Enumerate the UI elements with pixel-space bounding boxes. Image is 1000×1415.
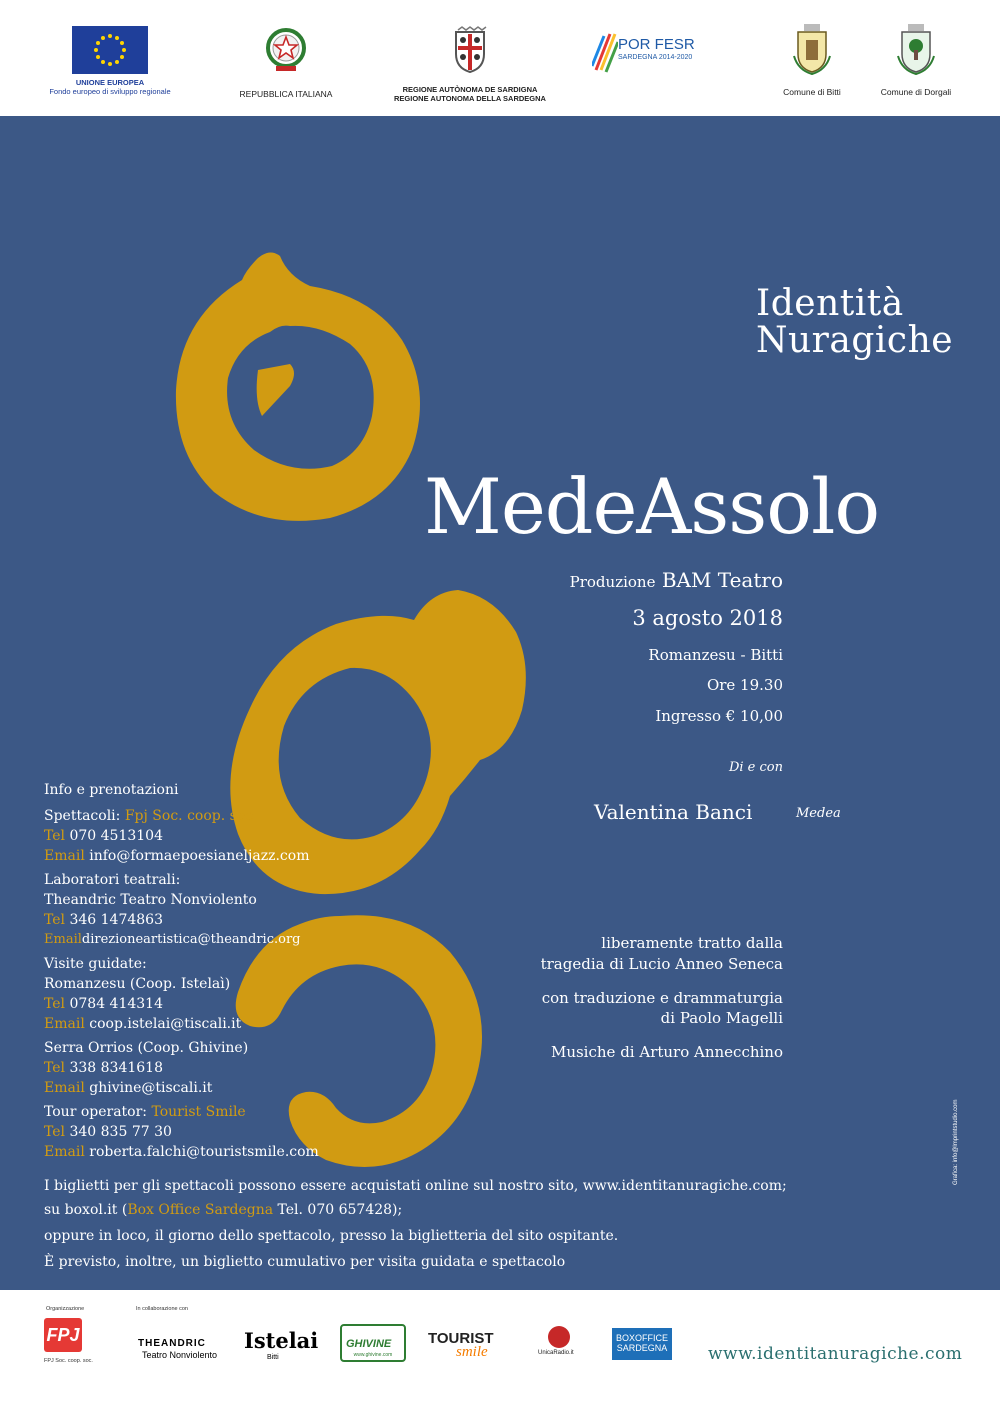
visite-org-1: Romanzesu (Coop. Istelaì) [44,976,231,992]
tour-tel-label: Tel [44,1124,66,1140]
show-title: MedeAssolo [424,462,880,551]
tickets-line-2 [44,1200,402,1221]
istelai-caption: Bitti [267,1354,279,1361]
tour-line [44,1102,246,1122]
lab-tel: 346 1474863 [69,912,163,928]
tickets-line-4: È previsto, inoltre, un biglietto cumulativo per visita guidata e spettacolo [44,1254,566,1270]
tickets-line-2a: su boxol.it ( [44,1202,128,1218]
show-date: 3 agosto 2018 [632,606,783,630]
translation-line-1: con traduzione e drammaturgia [541,989,783,1007]
spettacoli-email: info@formaepoesianeljazz.com [89,848,310,864]
spettacoli-line [44,806,258,826]
porfesr-title: POR FESR [618,36,695,53]
show-price: Ingresso € 10,00 [655,707,783,725]
tickets-boxoffice: Box Office Sardegna [127,1202,274,1218]
performer-name: Valentina Banci [594,800,753,824]
sardegna-caption-2: REGIONE AUTONOMA DELLA SARDEGNA [394,94,546,103]
spettacoli-org: Fpj Soc. coop. soc. [124,808,258,824]
boxoffice-line-2: SARDEGNA [616,1343,668,1353]
lab-label: Laboratori teatrali: [44,872,181,888]
spettacoli-email-label: Email [44,848,85,864]
tour-tel: 340 835 77 30 [69,1124,172,1140]
performer-role: Medea [796,806,841,821]
spettacoli-tel: 070 4513104 [69,828,163,844]
lab-tel-line [44,910,163,930]
fpj-logo [44,1318,82,1352]
eu-logo [40,26,180,96]
visite-tel-1-line [44,994,163,1014]
tour-email: roberta.falchi@touristsmile.com [89,1144,319,1160]
production-line [570,568,783,592]
boxoffice-line-1: BOXOFFICE [615,1333,668,1343]
production-prefix: Produzione [569,573,656,591]
fpj-logo-text: FPJ [46,1325,80,1345]
info-heading: Info e prenotazioni [44,782,179,798]
sardegna-logo [380,26,560,103]
visite-email-2-line [44,1078,212,1098]
graphic-credit [948,1090,964,1190]
italy-emblem-icon [264,24,308,74]
porfesr-stripes-icon [592,30,618,74]
visite-email-2-label: Email [44,1080,85,1096]
lab-email-label: Email [44,932,82,947]
source-line-2: tragedia di Lucio Anneo Seneca [540,955,783,973]
visite-tel-1: 0784 414314 [69,996,163,1012]
theandric-logo: THEANDRIC [138,1338,206,1349]
visite-tel-2-label: Tel [44,1060,66,1076]
brand-line-1: Identità [756,283,904,324]
tour-tel-line [44,1122,172,1142]
brand-line-2: Nuragiche [756,320,954,361]
bitti-caption: Comune di Bitti [783,87,841,97]
visite-tel-1-label: Tel [44,996,66,1012]
visite-label: Visite guidate: [44,956,147,972]
unicaradio-name: UnicaRadio.it [538,1350,574,1356]
istelai-logo: Istelai [244,1328,319,1353]
dorgali-crest-icon [896,22,936,76]
lab-org: Theandric Teatro Nonviolento [44,892,257,908]
organizzazione-label: Organizzazione [46,1306,85,1312]
music-credit: Musiche di Arturo Annecchino [550,1043,783,1061]
spettacoli-email-line [44,846,309,866]
sardegna-caption-1: REGIONE AUTÒNOMA DE SARDIGNA [402,85,538,94]
source-line-1: liberamente tratto dalla [601,934,783,952]
visite-tel-2: 338 8341618 [69,1060,163,1076]
lab-tel-label: Tel [44,912,66,928]
visite-email-2: ghivine@tiscali.it [89,1080,213,1096]
di-e-con: Di e con [728,760,783,775]
tour-label: Tour operator: [44,1104,148,1120]
tickets-line-1: I biglietti per gli spettacoli possono essere acquistati online sul nostro sito, www.identitanuragiche.com; [44,1178,787,1194]
header-logos [0,0,1000,116]
eu-flag-icon [72,26,148,74]
ghivine-logo [340,1324,406,1362]
visite-email-1: coop.istelai@tiscali.it [89,1016,242,1032]
eu-caption-1: UNIONE EUROPEA [75,78,145,87]
tour-email-line [44,1142,319,1162]
theandric-caption: Teatro Nonviolento [142,1350,218,1360]
tour-email-label: Email [44,1144,85,1160]
ghivine-caption: www.ghivine.com [353,1352,393,1358]
translation-line-2: di Paolo Magelli [660,1009,783,1027]
visite-tel-2-line [44,1058,163,1078]
tourist-sub: smile [456,1344,488,1360]
porfesr-subtitle: SARDEGNA 2014-2020 [618,54,693,61]
visite-org-2: Serra Orrios (Coop. Ghivine) [44,1040,249,1056]
lab-email: direzioneartistica@theandric.org [81,932,301,947]
tourist-logo: TOURIST [428,1330,494,1347]
spettacoli-tel-line [44,826,163,846]
eu-caption-2: Fondo europeo di sviluppo regionale [49,87,171,96]
dorgali-logo [870,22,962,97]
boxoffice-logo [612,1328,672,1360]
sardegna-shield-icon [450,26,490,74]
italy-logo [236,24,336,99]
dorgali-caption: Comune di Dorgali [880,87,952,97]
visite-email-1-label: Email [44,1016,85,1032]
spettacoli-tel-label: Tel [44,828,66,844]
lab-email-line [44,930,301,950]
fpj-caption: FPJ Soc. coop. soc. [44,1358,93,1364]
spettacoli-label: Spettacoli: [44,808,121,824]
bitti-crest-icon [792,22,832,76]
graphic-credit-text: Grafica: info@lmprintstudio.com [953,1099,959,1185]
show-place: Romanzesu - Bitti [648,646,783,664]
show-time: Ore 19.30 [706,676,783,694]
visite-email-1-line [44,1014,241,1034]
ghivine-name: GHIVINE [346,1338,392,1350]
tickets-line-3: oppure in loco, il giorno dello spettacolo, presso la biglietteria del sito ospitante. [44,1228,619,1244]
website-link[interactable]: www.identitanuragiche.com [708,1344,963,1364]
tickets-line-2c: Tel. 070 657428); [273,1202,403,1218]
production-name: BAM Teatro [661,568,783,592]
unicaradio-icon [548,1326,570,1348]
italy-caption: REPUBBLICA ITALIANA [239,89,333,99]
bitti-logo [772,22,852,97]
collaborazione-label: In collaborazione con [136,1306,188,1312]
tour-org: Tourist Smile [151,1104,246,1120]
